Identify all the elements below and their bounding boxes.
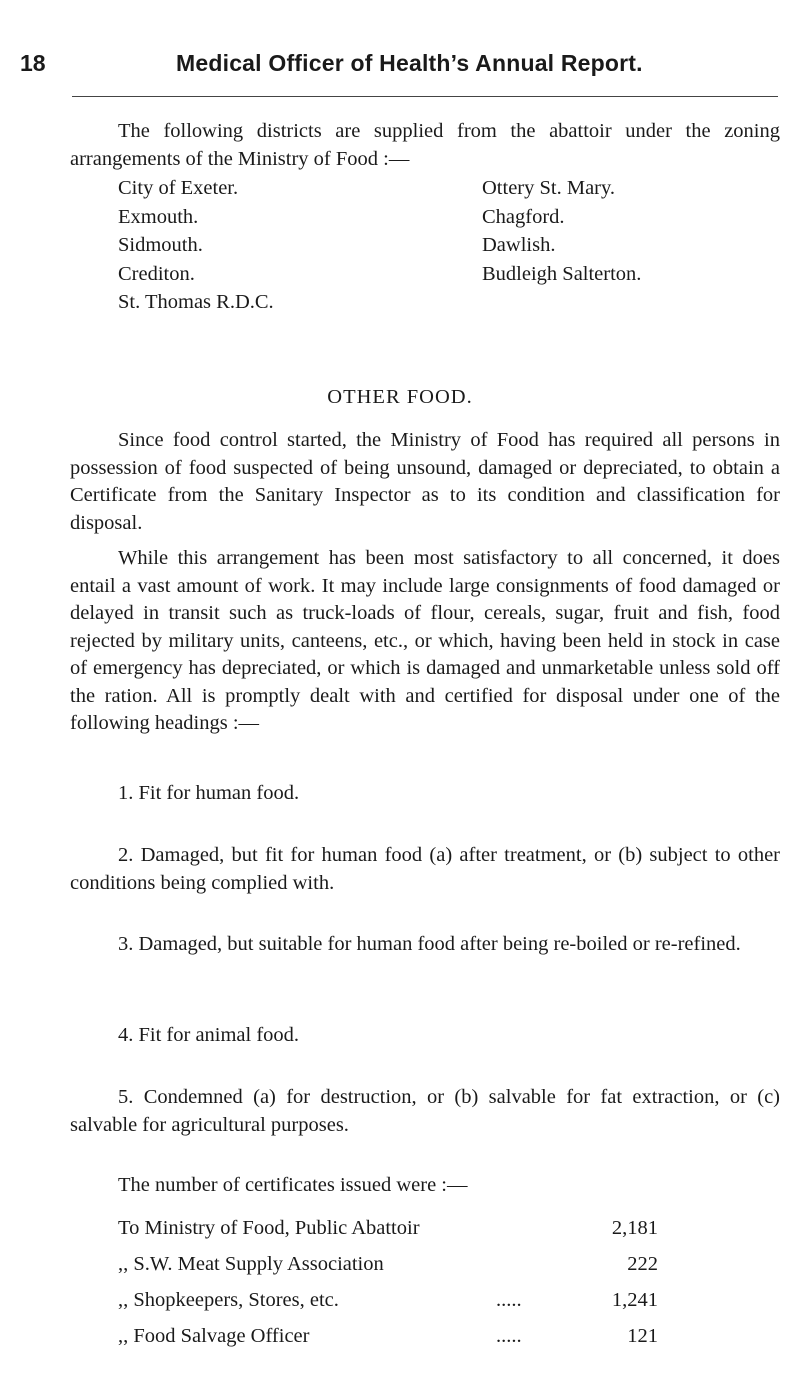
page-header — [20, 50, 780, 90]
certificate-row — [118, 1289, 658, 1325]
district-item: Ottery St. Mary. — [482, 177, 616, 199]
certificate-count: 121 — [627, 1325, 658, 1347]
heading-item-text: Damaged, but suitable for human food after being re-boiled or re-refined. — [138, 933, 741, 955]
leader-dots: ..... — [496, 1289, 522, 1311]
heading-item-number: 5. — [118, 1086, 134, 1108]
section-heading-other-food: OTHER FOOD. — [327, 386, 473, 408]
certificate-row — [118, 1325, 658, 1361]
district-item: Budleigh Salterton. — [482, 262, 642, 285]
certificate-count: 222 — [627, 1253, 658, 1275]
abattoir-intro: The following districts are supplied from the abattoir under the zoning arrangements of the Ministry of Food :— — [70, 120, 780, 170]
certificate-row — [118, 1217, 658, 1253]
certificate-recipient: ,, Shopkeepers, Stores, etc. — [118, 1289, 339, 1311]
district-item: Crediton. — [118, 262, 195, 285]
heading-item-text: Condemned (a) for destruction, or (b) salvable for fat extraction, or (c) salvable for agricultural purposes. — [70, 1086, 780, 1136]
district-item: Chagford. — [482, 205, 565, 228]
leader-dots: ..... — [496, 1325, 522, 1347]
certificate-row — [118, 1253, 658, 1289]
heading-item — [70, 780, 780, 808]
district-item: Dawlish. — [482, 234, 556, 256]
heading-item-number: 3. — [118, 933, 134, 955]
heading-item — [70, 931, 780, 959]
districts-right-column — [482, 174, 641, 288]
other-food-paragraph-2: While this arrangement has been most satisfactory to all concerned, it does entail a vast amount of work. It may include large consignments of food damaged or delayed in transit such as truck-loads of flour, cereals, sugar, fruit and fish, food rejected by military units, canteens, etc., or which, having been held in stock in case of emergency has depreciated, or which is damaged and unmarketable unless sold off the ration. All is promptly dealt with and certified for disposal under one of the following headings :— — [70, 547, 780, 734]
district-item: St. Thomas R.D.C. — [118, 291, 274, 313]
running-title: Medical Officer of Health’s Annual Report. — [176, 50, 643, 76]
certificate-count: 1,241 — [611, 1289, 658, 1311]
other-food-paragraph-1: Since food control started, the Ministry of Food has required all persons in possession of food suspected of being unsound, damaged or depreciated, to obtain a Certificate from the Sanitary Inspector as to its condition and classification for disposal. — [70, 429, 780, 534]
heading-item-text: Damaged, but fit for human food (a) after treatment, or (b) subject to other conditions being complied with. — [70, 844, 781, 894]
district-item: Sidmouth. — [118, 234, 203, 256]
heading-item-text: Fit for human food. — [138, 782, 300, 804]
heading-item-number: 1. — [118, 782, 134, 804]
heading-item — [70, 1022, 780, 1050]
heading-item — [70, 842, 780, 897]
heading-item-number: 4. — [118, 1024, 134, 1046]
header-rule — [72, 96, 778, 97]
certificate-recipient: ,, S.W. Meat Supply Association — [118, 1253, 384, 1275]
district-item: Exmouth. — [118, 205, 199, 228]
certificates-intro: The number of certificates issued were :— — [118, 1174, 468, 1196]
certificate-recipient: To Ministry of Food, Public Abattoir — [118, 1217, 420, 1239]
certificate-recipient: ,, Food Salvage Officer — [118, 1325, 310, 1347]
district-item: City of Exeter. — [118, 177, 239, 199]
page-number: 18 — [20, 50, 46, 76]
heading-item-number: 2. — [118, 844, 134, 866]
districts-left-column — [118, 174, 274, 317]
certificate-count: 2,181 — [611, 1217, 658, 1239]
certificates-table — [118, 1217, 658, 1361]
heading-item-text: Fit for animal food. — [138, 1024, 300, 1046]
heading-item — [70, 1084, 780, 1139]
